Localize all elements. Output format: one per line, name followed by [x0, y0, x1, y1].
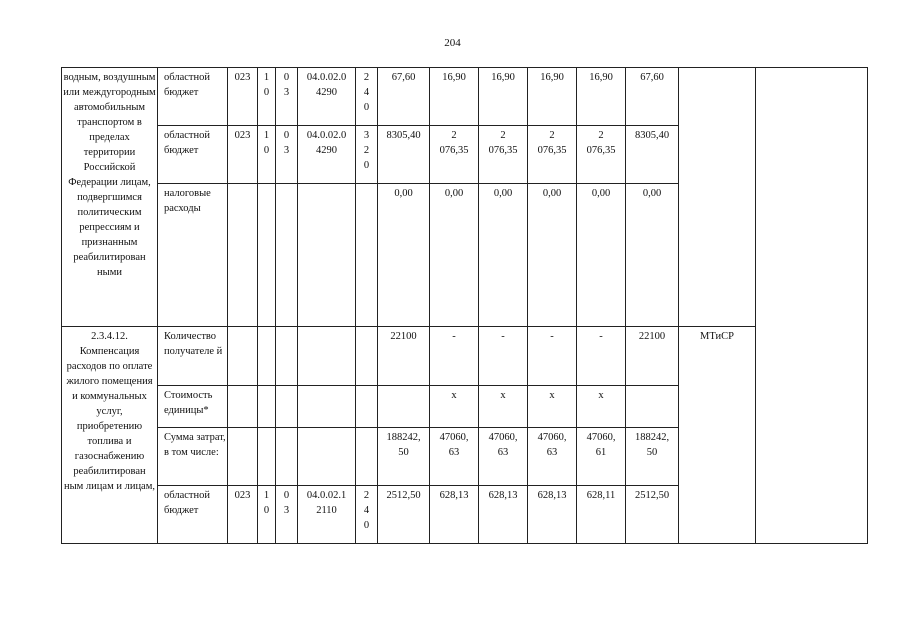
year1-cell: 16,90 [430, 68, 479, 126]
rz-cell [258, 327, 276, 386]
year3-cell: х [528, 386, 577, 428]
source-cell: Сумма затрат, в том числе: [158, 428, 228, 486]
source-cell: областной бюджет [158, 486, 228, 544]
vr-cell [356, 327, 378, 386]
csr-cell: 04.0.02.1 2110 [298, 486, 356, 544]
year1-cell: х [430, 386, 479, 428]
grbs-cell [228, 327, 258, 386]
source-cell: областной бюджет [158, 68, 228, 126]
year3-cell: 2 076,35 [528, 126, 577, 184]
year4-cell: 2 076,35 [577, 126, 626, 184]
final-cell: 0,00 [626, 184, 679, 327]
final-cell: 2512,50 [626, 486, 679, 544]
source-cell: Количество получателе й [158, 327, 228, 386]
year2-cell: 628,13 [479, 486, 528, 544]
budget-table [61, 67, 868, 544]
rz-cell: 1 0 [258, 486, 276, 544]
grbs-cell [228, 386, 258, 428]
total-cell: 0,00 [378, 184, 430, 327]
block1-name: водным, воздушным или междугородным автомобильным транспортом в пределах территории Российской Федерации лицам, подвергшимся политическим репрессиям и признанным реабилитирован ными [62, 68, 158, 327]
year3-cell: - [528, 327, 577, 386]
pr-cell [276, 386, 298, 428]
pr-cell: 0 3 [276, 486, 298, 544]
year2-cell: 0,00 [479, 184, 528, 327]
csr-cell: 04.0.02.0 4290 [298, 68, 356, 126]
rz-cell [258, 184, 276, 327]
total-cell: 8305,40 [378, 126, 430, 184]
page-number: 204 [444, 37, 461, 49]
year4-cell: 16,90 [577, 68, 626, 126]
total-cell: 188242, 50 [378, 428, 430, 486]
rz-cell [258, 386, 276, 428]
total-cell: 2512,50 [378, 486, 430, 544]
pr-cell: 0 3 [276, 68, 298, 126]
rz-cell: 1 0 [258, 68, 276, 126]
csr-cell [298, 428, 356, 486]
vr-cell: 3 2 0 [356, 126, 378, 184]
grbs-cell: 023 [228, 126, 258, 184]
table-row [62, 327, 868, 386]
csr-cell [298, 386, 356, 428]
year3-cell: 0,00 [528, 184, 577, 327]
year3-cell: 16,90 [528, 68, 577, 126]
year3-cell: 628,13 [528, 486, 577, 544]
year2-cell: 2 076,35 [479, 126, 528, 184]
pr-cell [276, 327, 298, 386]
vr-cell: 2 4 0 [356, 68, 378, 126]
csr-cell [298, 327, 356, 386]
notes-cell [756, 68, 868, 544]
year1-cell: - [430, 327, 479, 386]
year1-cell: 0,00 [430, 184, 479, 327]
final-cell: 8305,40 [626, 126, 679, 184]
vr-cell [356, 428, 378, 486]
source-cell: областной бюджет [158, 126, 228, 184]
total-cell: 67,60 [378, 68, 430, 126]
year1-cell: 628,13 [430, 486, 479, 544]
year2-cell: 16,90 [479, 68, 528, 126]
grbs-cell: 023 [228, 68, 258, 126]
final-cell: 22100 [626, 327, 679, 386]
pr-cell [276, 184, 298, 327]
year4-cell: 0,00 [577, 184, 626, 327]
total-cell [378, 386, 430, 428]
vr-cell [356, 184, 378, 327]
vr-cell: 2 4 0 [356, 486, 378, 544]
rz-cell: 1 0 [258, 126, 276, 184]
final-cell: 67,60 [626, 68, 679, 126]
csr-cell: 04.0.02.0 4290 [298, 126, 356, 184]
source-cell: Стоимость единицы* [158, 386, 228, 428]
grbs-cell: 023 [228, 486, 258, 544]
block1-executor [679, 68, 756, 327]
grbs-cell [228, 184, 258, 327]
year4-cell: 628,11 [577, 486, 626, 544]
pr-cell: 0 3 [276, 126, 298, 184]
year4-cell: х [577, 386, 626, 428]
table-row [62, 68, 868, 126]
year4-cell: 47060, 61 [577, 428, 626, 486]
year3-cell: 47060, 63 [528, 428, 577, 486]
csr-cell [298, 184, 356, 327]
year2-cell: х [479, 386, 528, 428]
year4-cell: - [577, 327, 626, 386]
year1-cell: 47060, 63 [430, 428, 479, 486]
block2-name: 2.3.4.12. Компенсация расходов по оплате жилого помещения и коммунальных услуг, приобретению топлива и газоснабжению реабилитирован ным лицам и лицам, [62, 327, 158, 544]
source-cell: налоговые расходы [158, 184, 228, 327]
block2-executor: МТиСР [679, 327, 756, 544]
final-cell [626, 386, 679, 428]
year1-cell: 2 076,35 [430, 126, 479, 184]
final-cell: 188242, 50 [626, 428, 679, 486]
year2-cell: - [479, 327, 528, 386]
year2-cell: 47060, 63 [479, 428, 528, 486]
vr-cell [356, 386, 378, 428]
pr-cell [276, 428, 298, 486]
grbs-cell [228, 428, 258, 486]
total-cell: 22100 [378, 327, 430, 386]
rz-cell [258, 428, 276, 486]
